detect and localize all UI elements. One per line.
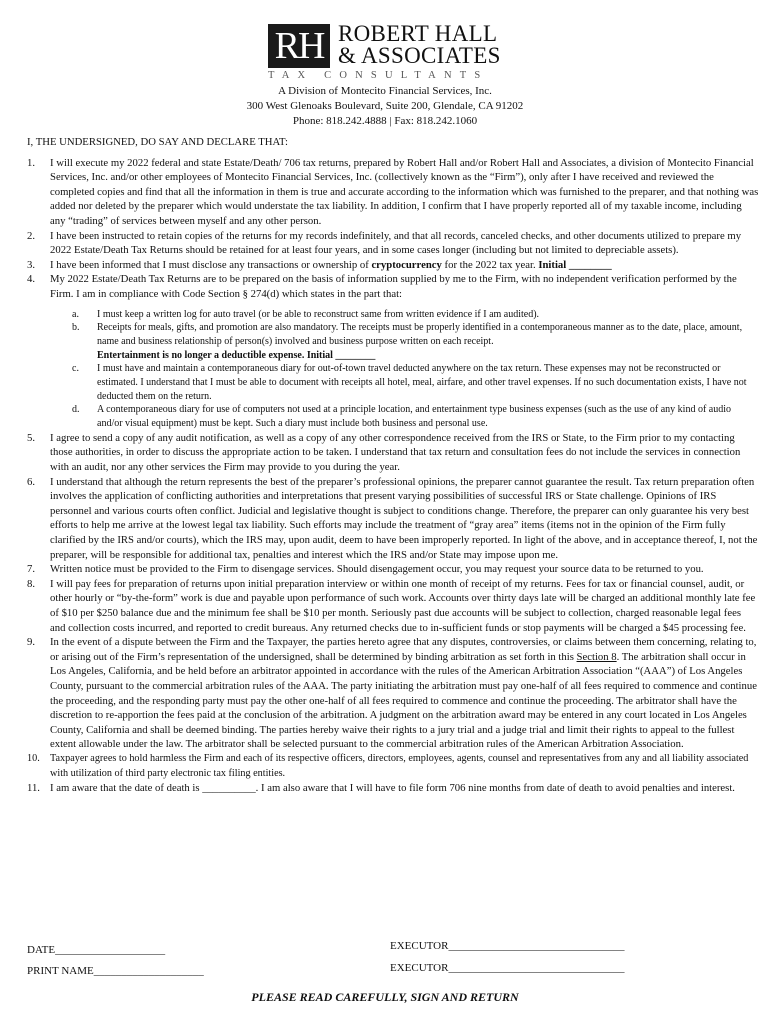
subterm-item-c (50, 362, 759, 403)
agreement-body (27, 135, 759, 796)
term-item-2 (27, 229, 759, 258)
firm-tagline: TAX CONSULTANTS (268, 70, 489, 81)
term-text: I will execute my 2022 federal and state Estate/Death/ 706 tax returns, prepared by Robert Hall and/or Robert Hall and Associates, a division of Montecito Financial Services, Inc. and/or other employees of Montecito Financial Services, Inc. (collectively known as the “Firm”), only after I have received and reviewed the completed copies and find that all the information in them is true and accurate according to the information which was furnished to the preparer, and that nothing was added nor deleted by the preparer which would understate the tax liability. In addition, I confirm that I have properly reported all of my taxable income, including any “trading” of services between myself and any other person. (50, 156, 759, 227)
term-text: I understand that although the return represents the best of the preparer’s professional opinions, the preparer cannot guarantee the result. Tax return preparation often involves the application of conflicting authorities and interpretations that present varying possibilities of successful IRS or State challenge. Opinions of IRS personnel and various courts often conflict. Judicial and legislative thought is subject to conditions change. Therefore, the preparer can only guarantee his very best efforts to help me arrive at the lowest legal tax liability. Such efforts may include the treatment of “gray area” items (items not in the opinion of the Firm fully clarified by the IRS and/or courts), which the IRS may, upon audit, deem to have been improperly reported. In light of the above, and in acceptance thereof, I, not the preparer, will be responsible for additional tax, penalties and interest which the IRS and/or State may impose upon me. (50, 475, 758, 561)
subterm-text: I must keep a written log for auto travel (or be able to reconstruct same from written evidence if I am audited). (97, 308, 540, 320)
term-item-6 (27, 475, 759, 563)
subterm-item-b (50, 321, 759, 362)
term-item-9 (27, 635, 759, 752)
term-text: Written notice must be provided to the Firm to disengage services. Should disengagement occur, you may request your source data to be returned to you. (50, 563, 704, 576)
footer-instruction: PLEASE READ CAREFULLY, SIGN AND RETURN (251, 990, 519, 1004)
crypto-initial-field[interactable]: Initial ________ (538, 258, 612, 271)
firm-name-line1: ROBERT HALL (338, 21, 498, 46)
term-text: Taxpayer agrees to hold harmless the Firm and each of its respective officers, directors, employees, agents, counsel and representatives from any and all liability associated with utilization of third party electronic tax filing entities. (50, 752, 749, 779)
executor-signature-field-2[interactable]: EXECUTOR________________________________ (390, 962, 625, 974)
declaration-heading: I, THE UNDERSIGNED, DO SAY AND DECLARE THAT: (27, 136, 289, 148)
term-number: 8. (27, 577, 36, 590)
logo-monogram: RH (268, 24, 330, 68)
term-text: I agree to send a copy of any audit notification, as well as a copy of any other correspondence received from the IRS or State, to the Firm prior to my contacting those authorities, in order to discuss the appropriate action to be taken. I understand that tax return and consultation fees do not include the services in connection with an audit, nor any other services the Firm may provide to you during the year. (50, 431, 741, 474)
terms-list (27, 156, 759, 796)
term-number: 3. (27, 258, 36, 271)
firm-name-line2: & ASSOCIATES (338, 43, 501, 68)
subterm-letter: d. (72, 404, 80, 416)
executor-signature-field-1[interactable]: EXECUTOR________________________________ (390, 940, 625, 952)
term-number: 7. (27, 563, 36, 576)
date-signature-field[interactable]: DATE____________________ (27, 944, 166, 956)
firm-logo (268, 22, 508, 80)
term-text: . The arbitration shall occur in Los Angeles, California, and be held before an arbitrator appointed in accordance with the rules of the American Arbitration Association “(AAA”) of Los Angeles County, pursuant to the commercial arbitration rules of the AAA. The party initiating the arbitration must pay one-half of all fees required to commence and continue the proceeding, and the responding party must pay the other one-half of all fees required to commence and continue the proceeding. The arbitrator shall have the discretion to re-apportion the fees paid at the conclusion of the arbitration. A judgment on the arbitration award may be entered in any court located in Los Angeles County, California and shall be deemed binding. The parties hereby waive their rights to a jury trial and a judge trial and limit their rights to appeal to the fullest extent allowable under the law. The arbitrator shall be selected pursuant to the commercial arbitration rules of the American Arbitration Association. (50, 650, 757, 751)
term-item-1 (27, 156, 759, 229)
subterm-item-a (50, 308, 759, 322)
division-line: A Division of Montecito Financial Services, Inc. (278, 85, 492, 97)
term-number: 11. (27, 782, 40, 795)
term-item-8 (27, 577, 759, 635)
term-text: My 2022 Estate/Death Tax Returns are to be prepared on the basis of information supplied by me to the Firm, with no independent verification performed by the Firm. I am in compliance with Code Section § 274(d) which states in the part that: (50, 273, 737, 300)
term-item-4 (27, 272, 759, 431)
term-number: 1. (27, 156, 36, 169)
term-item-10 (27, 752, 759, 781)
print-name-field[interactable]: PRINT NAME____________________ (27, 965, 204, 977)
term-number: 4. (27, 273, 36, 286)
term-text: I have been informed that I must disclose any transactions or ownership of (50, 258, 372, 271)
subterm-text: Receipts for meals, gifts, and promotion are also mandatory. The receipts must be properly identified in a contemporaneous manner as to the date, place, amount, name and business relationship of person(s) involved and business purpose written on each receipt. (97, 322, 743, 347)
term-item-11 (27, 781, 759, 796)
term-text: I have been instructed to retain copies of the returns for my records indefinitely, and that all records, canceled checks, and other documents utilized to prepare my 2022 Estate/Death Tax Returns should be retained for at least four years, and in some cases longer (including but not limited to depreciable assets). (50, 229, 742, 257)
subterm-letter: a. (72, 308, 79, 320)
term-item-5 (27, 431, 759, 475)
subterms-list (50, 308, 759, 431)
entertainment-initial-field[interactable]: Entertainment is no longer a deductible expense. Initial ________ (97, 349, 376, 361)
term-item-7 (27, 562, 759, 577)
address-line: 300 West Glenoaks Boulevard, Suite 200, Glendale, CA 91202 (246, 100, 524, 112)
term-number: 2. (27, 229, 36, 242)
term-text: I am aware that the date of death is __________. I am also aware that I will have to file form 706 nine months from date of death to avoid penalties and interest. (50, 782, 735, 795)
phone-fax-line: Phone: 818.242.4888 | Fax: 818.242.1060 (292, 115, 478, 127)
term-number: 10. (27, 752, 40, 764)
crypto-emphasis: cryptocurrency (371, 258, 442, 271)
subterm-letter: b. (72, 322, 80, 334)
subterm-text: A contemporaneous diary for use of computers not used at a principle location, and entertainment type business expenses (such as the use of any kind of audio and/or visual equipment) must be kept. Such a diary must include both business and personal use. (97, 404, 731, 430)
subterm-text: I must have and maintain a contemporaneous diary for out-of-town travel deducted anywhere on the tax return. These expenses may not be reconstructed or estimated. I understand that I must be able to document with receipts all hotel, meal, airfare, and other travel expenses. If no such documentation exists, I have not deducted them on the return. (97, 363, 747, 402)
term-number: 6. (27, 475, 36, 488)
term-number: 5. (27, 431, 36, 444)
term-text: In the event of a dispute between the Firm and the Taxpayer, the parties hereto agree that any disputes, controversies, or claims between them concerning, relating to, or arising out of the Firm’s representation of the undersigned, shall be determined by binding arbitration as set forth in this (50, 636, 757, 663)
subterm-item-d (50, 403, 759, 430)
term-item-3 (27, 258, 759, 273)
term-number: 9. (27, 636, 36, 649)
term-text: for the 2022 tax year. (441, 258, 539, 271)
term-text: I will pay fees for preparation of returns upon initial preparation interview or within one month of receipt of my returns. Fees for tax or financial counsel, audit, or other hourly or “by-the-form” work is due and payable upon performance of such work. Accounts over thirty days late will be charged an additional monthly late fee of $10 per $250 balance due and the minimum fee shall be $10 per month. Seriously past due accounts will be subject to collection, charged reasonable legal fees and collection costs incurred, and reported to credit bureaus. Any returned checks due to in-sufficient funds or stop payments will be charged a $45 processing fee. (50, 577, 756, 634)
section-8-reference: Section 8 (576, 650, 617, 663)
subterm-letter: c. (72, 363, 79, 375)
